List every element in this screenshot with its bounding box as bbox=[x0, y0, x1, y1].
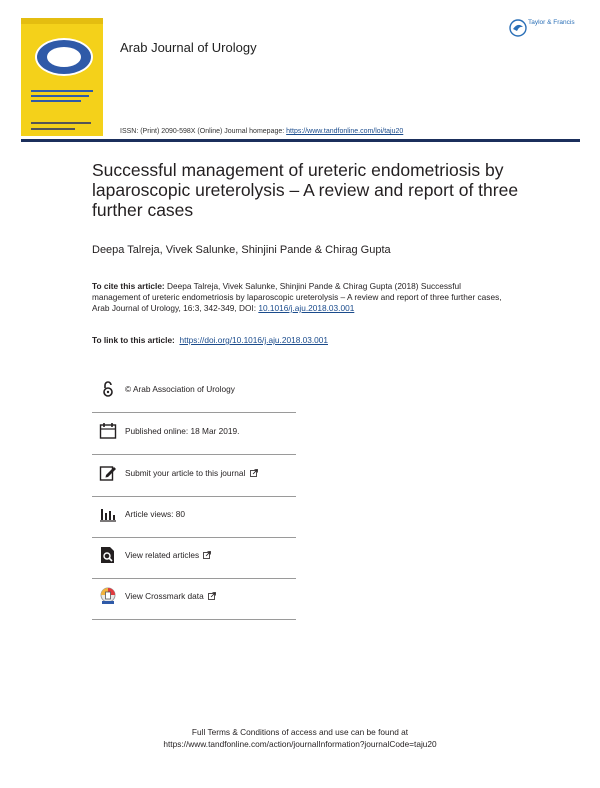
bar-chart-icon bbox=[99, 505, 117, 523]
article-authors: Deepa Talreja, Vivek Salunke, Shinjini Pande & Chirag Gupta bbox=[92, 244, 391, 256]
published-row bbox=[92, 413, 296, 455]
related-articles-row[interactable] bbox=[92, 537, 296, 579]
publisher-logo-icon bbox=[508, 18, 528, 38]
related-search-icon bbox=[99, 546, 117, 564]
crossmark-label: View Crossmark data bbox=[125, 591, 204, 601]
published-date-text: Published online: 18 Mar 2019. bbox=[125, 426, 240, 436]
open-access-row bbox=[92, 371, 296, 413]
article-views-row bbox=[92, 496, 296, 538]
calendar-icon bbox=[99, 422, 117, 440]
submit-article-label: Submit your article to this journal bbox=[125, 468, 246, 478]
cover-top-band bbox=[21, 18, 103, 24]
open-access-icon bbox=[99, 380, 117, 398]
journal-cover-thumbnail bbox=[21, 18, 103, 136]
article-link-line bbox=[92, 335, 328, 345]
header-rule bbox=[21, 139, 580, 142]
article-link-label: To link to this article: bbox=[92, 335, 175, 345]
submit-article-row[interactable] bbox=[92, 455, 296, 497]
cover-footer-line bbox=[31, 128, 75, 130]
crossmark-icon bbox=[99, 587, 117, 605]
issn-line bbox=[120, 128, 403, 135]
footer-terms bbox=[0, 726, 600, 750]
external-link-icon bbox=[208, 592, 216, 600]
issn-text: ISSN: (Print) 2090-598X (Online) Journal homepage: bbox=[120, 128, 285, 135]
publisher-logo-text: Taylor & Francis bbox=[528, 19, 575, 26]
journal-title: Arab Journal of Urology bbox=[120, 40, 257, 55]
footer-terms-text: Full Terms & Conditions of access and use can be found at bbox=[191, 727, 409, 737]
footer-terms-url[interactable]: https://www.tandfonline.com/action/journalInformation?journalCode=taju20 bbox=[163, 739, 437, 749]
article-views-text: Article views: 80 bbox=[125, 509, 185, 519]
external-link-icon bbox=[250, 469, 258, 477]
article-doi-link[interactable]: https://doi.org/10.1016/j.aju.2018.03.001 bbox=[179, 335, 328, 345]
journal-homepage-link[interactable]: https://www.tandfonline.com/loi/taju20 bbox=[286, 128, 404, 135]
related-articles-link[interactable] bbox=[125, 550, 211, 560]
cover-footer-line bbox=[31, 122, 91, 124]
external-link-icon bbox=[203, 551, 211, 559]
crossmark-link[interactable] bbox=[125, 591, 216, 601]
citation-block bbox=[92, 281, 502, 314]
citation-text: Deepa Talreja, Vivek Salunke, Shinjini Pande & Chirag Gupta (2018) Successful management of ureteric endometriosis by laparoscopic ureterolysis – A review and report of three further cases, Arab Journal of Urology, 16:3, 342-349, DOI: bbox=[92, 281, 502, 313]
cover-title-line bbox=[31, 95, 89, 97]
citation-label: To cite this article: bbox=[92, 281, 165, 291]
submit-edit-icon bbox=[99, 464, 117, 482]
article-title: Successful management of ureteric endometriosis by laparoscopic ureterolysis – A review and report of three further cases bbox=[92, 160, 519, 220]
submit-article-link[interactable] bbox=[125, 468, 258, 478]
cover-seal-emblem bbox=[35, 38, 93, 76]
citation-doi-link[interactable]: 10.1016/j.aju.2018.03.001 bbox=[258, 303, 355, 313]
cover-title-line bbox=[31, 100, 81, 102]
crossmark-row[interactable] bbox=[92, 578, 296, 620]
copyright-text: © Arab Association of Urology bbox=[125, 384, 235, 394]
cover-title-line bbox=[31, 90, 93, 92]
related-articles-label: View related articles bbox=[125, 550, 200, 560]
